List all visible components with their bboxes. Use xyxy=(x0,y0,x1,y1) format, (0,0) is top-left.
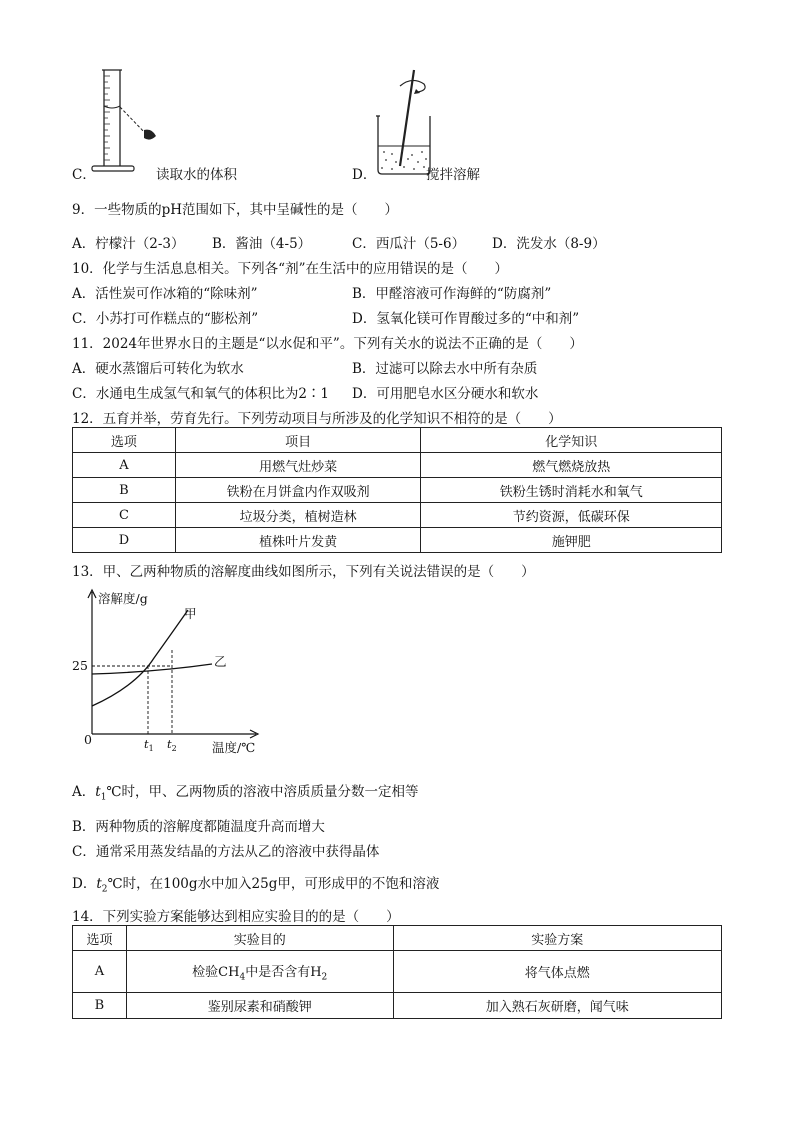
q8-option-d-caption: 搅拌溶解 xyxy=(426,167,480,183)
q12-stem: 12．五育并举，劳育先行。下列劳动项目与所涉及的化学知识不相符的是（ ） xyxy=(72,411,562,427)
q13-option-a-t: t xyxy=(95,784,101,800)
q13-option-d-prefix: D． xyxy=(72,876,97,892)
table-cell: A xyxy=(73,951,127,993)
x-axis-label: 温度/℃ xyxy=(212,740,256,755)
q10-stem: 10．化学与生活息息相关。下列各“剂”在生活中的应用错误的是（ ） xyxy=(72,261,508,277)
curve-jia-label: 甲 xyxy=(184,606,197,621)
q8-option-d-letter: D． xyxy=(352,167,377,183)
table-cell: 铁粉在月饼盒内作双吸剂 xyxy=(175,478,421,503)
t2-subscript: 2 xyxy=(171,744,177,753)
table-cell: 节约资源，低碳环保 xyxy=(421,503,722,528)
t1-subscript: 1 xyxy=(148,744,154,753)
table-cell: 加入熟石灰研磨，闻气味 xyxy=(393,993,722,1019)
table-cell: 铁粉生锈时消耗水和氧气 xyxy=(421,478,722,503)
svg-text:t1 xyxy=(144,737,154,753)
q14-row-a-purpose-part1: 检验CH xyxy=(192,964,240,980)
table-cell: 植株叶片发黄 xyxy=(175,528,421,553)
table-cell: D xyxy=(73,528,176,553)
q11-option-b: B．过滤可以除去水中所有杂质 xyxy=(352,361,538,377)
q9-option-b: B．酱油（4-5） xyxy=(212,236,312,252)
t1-label: t xyxy=(144,737,149,751)
table-cell: 燃气燃烧放热 xyxy=(421,453,722,478)
q12-header-knowledge: 化学知识 xyxy=(421,428,722,453)
q10-option-b: B．甲醛溶液可作海鲜的“防腐剂” xyxy=(352,286,552,302)
q12-table xyxy=(72,427,722,553)
q14-row-a-purpose-part2: 中是否含有H xyxy=(245,964,322,980)
curve-jia xyxy=(92,610,188,706)
y-tick-25: 25 xyxy=(72,658,88,673)
q10-option-d: D．氢氧化镁可作胃酸过多的“中和剂” xyxy=(352,311,580,327)
y-axis-label: 溶解度/g xyxy=(98,591,148,606)
table-cell: B xyxy=(73,478,176,503)
q14-row-a-purpose xyxy=(126,951,393,993)
q13-option-d-t: t xyxy=(96,876,102,892)
q13-option-a-text: ℃时，甲、乙两物质的溶液中溶质质量分数一定相等 xyxy=(106,784,419,800)
table-cell: 垃圾分类，植树造林 xyxy=(175,503,421,528)
q10-option-c: C．小苏打可作糕点的“膨松剂” xyxy=(72,311,259,327)
q9-option-c: C．西瓜汁（5-6） xyxy=(352,236,466,252)
q14-row-a-purpose-sub1: 4 xyxy=(239,972,246,983)
table-cell: 用燃气灶炒菜 xyxy=(175,453,421,478)
curve-yi-label: 乙 xyxy=(214,654,227,669)
q13-option-b: B．两种物质的溶解度都随温度升高而增大 xyxy=(72,819,325,835)
q14-header-option: 选项 xyxy=(73,926,127,951)
q9-option-d: D．洗发水（8-9） xyxy=(492,236,606,252)
curve-yi xyxy=(92,664,212,674)
q14-header-purpose: 实验目的 xyxy=(126,926,393,951)
q14-row-a-purpose-sub2: 2 xyxy=(321,972,328,983)
q13-option-d-sub: 2 xyxy=(101,884,108,895)
q13-option-c: C．通常采用蒸发结晶的方法从乙的溶液中获得晶体 xyxy=(72,844,380,860)
table-cell: 施钾肥 xyxy=(421,528,722,553)
q14-stem: 14．下列实验方案能够达到相应实验目的的是（ ） xyxy=(72,909,400,925)
t2-label: t xyxy=(167,737,172,751)
table-cell: 鉴别尿素和硝酸钾 xyxy=(126,993,393,1019)
q11-option-a: A．硬水蒸馏后可转化为软水 xyxy=(72,361,244,377)
q11-option-d: D．可用肥皂水区分硬水和软水 xyxy=(352,386,539,402)
q13-option-a-prefix: A． xyxy=(72,784,96,800)
table-cell: B xyxy=(73,993,127,1019)
q12-header-item: 项目 xyxy=(175,428,421,453)
q8-option-c-letter: C． xyxy=(72,167,96,183)
q13-option-d xyxy=(72,872,439,895)
q11-option-c: C．水通电生成氢气和氧气的体积比为2∶1 xyxy=(72,386,330,402)
q14-header-plan: 实验方案 xyxy=(393,926,722,951)
origin-label: 0 xyxy=(84,732,92,747)
table-cell: A xyxy=(73,453,176,478)
table-cell: C xyxy=(73,503,176,528)
q11-stem: 11．2024年世界水日的主题是“以水促和平”。下列有关水的说法不正确的是（ ） xyxy=(72,336,583,352)
q13-option-a-sub: 1 xyxy=(100,792,107,803)
q8-option-c-caption: 读取水的体积 xyxy=(156,167,237,183)
q12-header-option: 选项 xyxy=(73,428,176,453)
q13-option-d-text: ℃时，在100g水中加入25g甲，可形成甲的不饱和溶液 xyxy=(107,876,440,892)
solubility-curve-graph xyxy=(66,586,276,758)
q10-option-a: A．活性炭可作冰箱的“除味剂” xyxy=(72,286,258,302)
q9-option-a: A．柠檬汁（2-3） xyxy=(72,236,185,252)
q13-stem: 13．甲、乙两种物质的溶解度曲线如图所示，下列有关说法错误的是（ ） xyxy=(72,564,535,580)
q14-table xyxy=(72,925,722,1019)
q9-stem: 9．一些物质的pH范围如下，其中呈碱性的是（ ） xyxy=(72,202,399,218)
svg-text:t2 xyxy=(167,737,177,753)
q13-option-a xyxy=(72,780,419,803)
table-cell: 将气体点燃 xyxy=(393,951,722,993)
